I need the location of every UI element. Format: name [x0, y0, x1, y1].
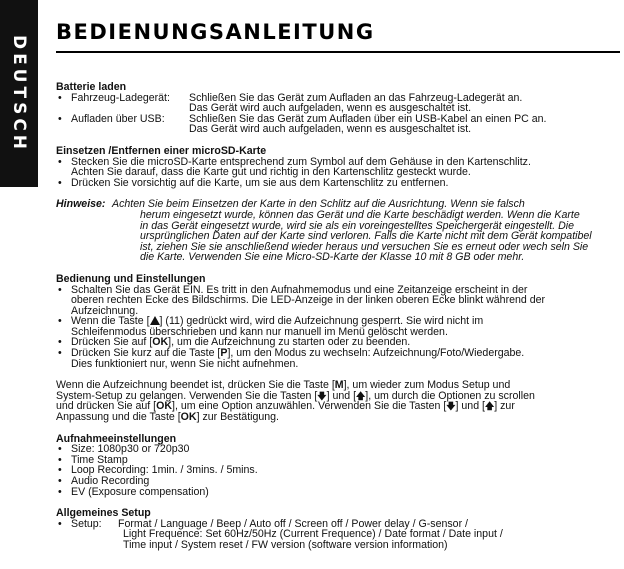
section-heading: Aufnahmeeinstellungen — [56, 432, 177, 445]
list-item: • Fahrzeug-Ladegerät: Schließen Sie das Gerät zum Aufladen an das Fahrzeug-Ladegerät an. Das Gerät wird auch aufgeladen, wenn es ausgeschaltet ist. — [56, 93, 618, 114]
section-sdcard — [56, 146, 618, 188]
warning-triangle-icon — [150, 316, 160, 325]
list-item: • Loop Recording: 1min. / 3mins. / 5mins. — [56, 465, 618, 476]
section-heading: Einsetzen /Entfernen einer microSD-Karte — [56, 144, 267, 157]
section-recording — [56, 434, 618, 498]
arrow-down-icon: 🡇 — [317, 390, 327, 401]
page-title: BEDIENUNGSANLEITUNG — [56, 20, 375, 44]
title-divider — [56, 51, 620, 53]
language-tab-label: DEUTSCH — [9, 34, 29, 154]
arrow-down-icon: 🡇 — [446, 401, 456, 412]
list-item: • Schalten Sie das Gerät EIN. Es tritt in den Aufnahmemodus und eine Zeitanzeige erscheint in der oberen rechten Ecke des Bildschirms. Die LED-Anzeige in der linken oberen Ecke blinkt während der Aufzeichnung. — [56, 285, 618, 317]
section-battery — [56, 82, 618, 135]
section-heading: Batterie laden — [56, 81, 127, 93]
section-general — [56, 508, 618, 550]
list-item: • EV (Exposure compensation) — [56, 487, 618, 498]
list-item: • Wenn die Taste [ ] (11) gedrückt wird, wird die Aufzeichnung gesperrt. Sie wird nicht im Schleifenmodus überschrieben und kann nur manuell im Menü gelöscht werden. — [56, 316, 618, 337]
list-item: • Drücken Sie vorsichtig auf die Karte, um sie aus dem Kartenschlitz zu entfernen. — [56, 178, 618, 189]
section-heading: Bedienung und Einstellungen — [56, 272, 206, 285]
list-item: • Audio Recording — [56, 476, 618, 487]
section-operation — [56, 274, 618, 369]
list-item: • Size: 1080p30 or 720p30 — [56, 444, 618, 455]
instructions-paragraph: Wenn die Aufzeichnung beendet ist, drücken Sie die Taste [M], um wieder zum Modus Setup und System-Setup zu gelangen. Verwenden Sie die Tasten [🡇] und [🡅], um durch die Optionen zu scrollen und drücken Sie auf [OK], um eine Option anzuwählen. Verwenden Sie die Tasten [🡇] und [🡅] zur Anpassung und die Taste [OK] zur Bestätigung. — [56, 379, 535, 424]
list-item: • Drücken Sie auf [OK], um die Aufzeichnung zu starten oder zu beenden. — [56, 337, 618, 348]
list-item: • Time Stamp — [56, 455, 618, 466]
arrow-up-icon: 🡅 — [484, 401, 495, 412]
list-item: • Drücken Sie kurz auf die Taste [P], um den Modus zu wechseln: Aufzeichnung/Foto/Wiedergabe. Dies funktioniert nur, wenn Sie nicht aufnehmen. — [56, 348, 618, 369]
list-item: • Stecken Sie die microSD-Karte entsprechend zum Symbol auf dem Gehäuse in den Kartenschlitz. Achten Sie darauf, dass die Karte gut und richtig in den Kartenschlitz gesteckt wurde. — [56, 157, 618, 178]
list-item: • Aufladen über USB: Schließen Sie das Gerät zum Aufladen über ein USB-Kabel an einen PC an. Das Gerät wird auch aufgeladen, wenn es ausgeschaltet ist. — [56, 114, 618, 135]
hint-note: Hinweise: Achten Sie beim Einsetzen der Karte in den Schlitz auf die Ausrichtung. Wenn sie falsch herum eingesetzt wurde, können das Gerät und die Karte beschädigt werden. Wenn die Karte in das Gerät eingesetzt wurde, wird sie als ein voreingestelltes Speichergerät eingestellt. Die ursprünglichen Daten auf der Karte sind verloren. Falls die Karte nicht mit dem Gerät kompatibel ist, ziehen Sie sie anschließend wieder heraus und versuchen Sie es erneut oder wech seln Sie die Karte. Verwenden Sie eine Micro-SD-Karte der Klasse 10 mit 8 GB oder mehr. — [56, 198, 592, 264]
section-heading: Allgemeines Setup — [56, 507, 151, 520]
arrow-up-icon: 🡅 — [356, 390, 366, 401]
hint-label: Hinweise: — [56, 198, 106, 211]
language-tab — [0, 0, 38, 187]
list-item: • Setup: Format / Language / Beep / Auto off / Screen off / Power delay / G-sensor / Light Frequence: Set 60Hz/50Hz (Current Frequence) / Date format / Date input / Time input / System reset / FW version (software version information) — [56, 519, 618, 551]
manual-content — [56, 82, 618, 562]
